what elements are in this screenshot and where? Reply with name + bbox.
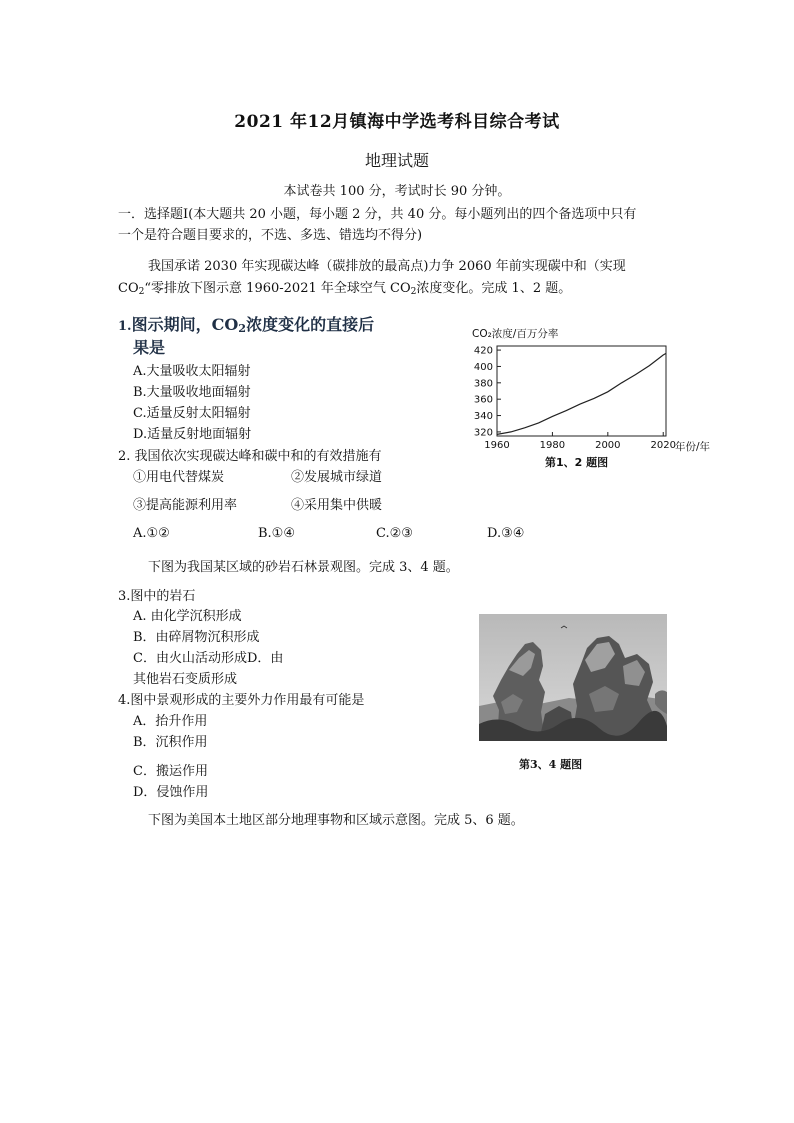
co2-concentration-chart (455, 322, 735, 474)
y-tick-label: 340 (473, 411, 493, 423)
x-tick-label: 1960 (484, 440, 510, 451)
question-4-option-c[interactable]: C．搬运作用 (133, 764, 208, 779)
intro-q1-q2-line2: $CO_2“$零排放下图示意 1960-2021 年全球空气 $CO_2$浓度变化。完成 1、2 题。 (118, 281, 572, 297)
co2-series-line (497, 353, 666, 434)
x-tick-label: 1980 (539, 440, 566, 451)
chart-y-axis-label: CO₂浓度/百万分率 (472, 328, 559, 340)
exam-title: 2021 年12月镇海中学选考科目综合考试 (234, 112, 560, 132)
section-instructions-line2: 一个是符合题目要求的，不选、多选、错选均不得分) (118, 228, 423, 243)
question-2-option-a[interactable]: A.①② (133, 526, 170, 541)
question-3-option-b[interactable]: B．由碎屑物沉积形成 (133, 630, 260, 645)
exam-subtitle: 地理试题 (364, 151, 429, 170)
intro-q3-q4: 下图为我国某区域的砂岩石林景观图。完成 3、4 题。 (148, 560, 459, 575)
question-2-option-d[interactable]: D.③④ (487, 526, 525, 541)
question-1-stem-line2: 果是 (133, 338, 166, 357)
intro-q1-q2-line1: 我国承诺 2030 年实现碳达峰（碳排放的最高点)力争 2060 年前实现碳中和（实现 (148, 259, 626, 274)
question-1-option-a[interactable]: A.大量吸收太阳辐射 (133, 364, 251, 379)
y-tick-label: 420 (473, 345, 493, 357)
question-2-item-3: ③提高能源利用率 (133, 498, 238, 513)
question-3-stem: 3.图中的岩石 (118, 589, 196, 604)
question-4-option-b[interactable]: B．沉积作用 (133, 735, 208, 750)
section-instructions-line1: 一．选择题Ⅰ(本大题共 20 小题，每小题 2 分，共 40 分。每小题列出的四个备选项中只有 (118, 207, 637, 222)
question-2-item-4: ④采用集中供暖 (291, 498, 383, 513)
chart-caption: 第1、2 题图 (545, 456, 609, 469)
y-tick-label: 400 (473, 361, 493, 373)
chart-plot-frame (497, 346, 666, 436)
question-2-option-b[interactable]: B.①④ (258, 526, 295, 541)
question-2-stem: 2. 我国依次实现碳达峰和碳中和的有效措施有 (118, 449, 382, 464)
exam-info: 本试卷共 100 分，考试时长 90 分钟。 (283, 184, 511, 199)
y-tick-label: 360 (473, 394, 493, 406)
chart-x-axis-label: 年份/年 (675, 441, 711, 453)
y-tick-label: 380 (473, 378, 493, 390)
question-1-option-c[interactable]: C.适量反射太阳辐射 (133, 406, 251, 421)
question-4-option-d[interactable]: D．侵蚀作用 (133, 785, 209, 800)
question-2-item-2: ②发展城市绿道 (291, 470, 383, 485)
question-2-option-c[interactable]: C.②③ (376, 526, 413, 541)
question-1-option-b[interactable]: B.大量吸收地面辐射 (133, 385, 251, 400)
x-tick-label: 2020 (650, 440, 676, 451)
question-3-option-d[interactable]: 其他岩石变质形成 (133, 672, 238, 687)
question-3-option-a[interactable]: A. 由化学沉积形成 (133, 609, 242, 624)
question-2-item-1: ①用电代替煤炭 (133, 470, 225, 485)
sandstone-stone-forest-photo (479, 614, 667, 741)
question-1-option-d[interactable]: D.适量反射地面辐射 (133, 427, 252, 442)
question-3-option-c[interactable]: C．由火山活动形成D．由 (133, 651, 284, 666)
photo-caption: 第3、4 题图 (519, 758, 583, 771)
intro-q5-q6: 下图为美国本土地区部分地理事物和区域示意图。完成 5、6 题。 (148, 813, 524, 828)
y-tick-label: 320 (473, 427, 493, 439)
x-tick-label: 2000 (595, 440, 621, 451)
question-4-option-a[interactable]: A．抬升作用 (133, 714, 208, 729)
question-1-stem: 1.图示期间，$CO_2$浓度变化的直接后 (118, 315, 375, 336)
question-4-stem: 4.图中景观形成的主要外力作用最有可能是 (118, 693, 365, 708)
